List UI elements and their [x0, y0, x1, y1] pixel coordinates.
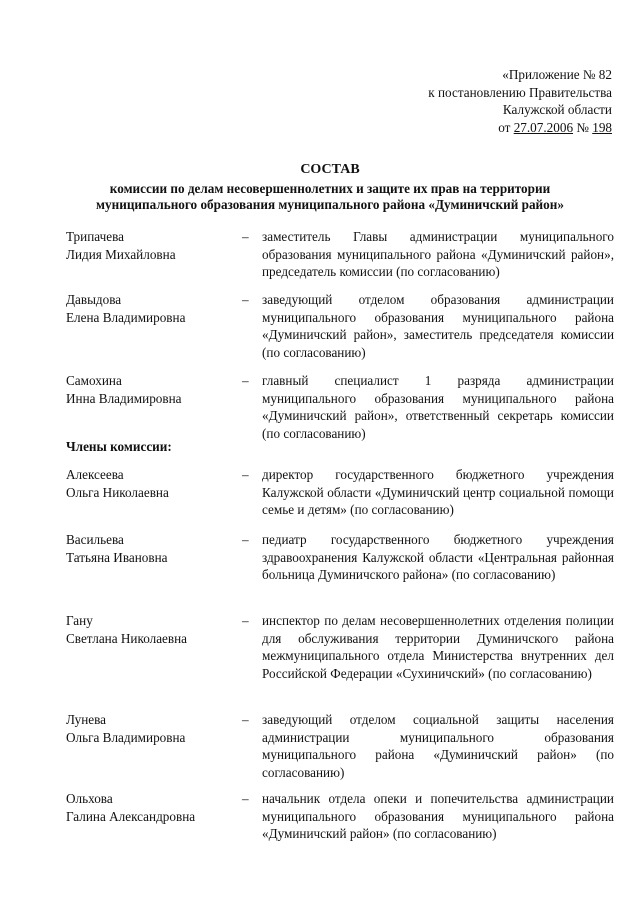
member-surname: Ольхова: [66, 791, 113, 806]
dash-separator: –: [242, 613, 249, 628]
member-given-name: Галина Александровна: [66, 808, 196, 824]
member-given-name: Лидия Михайловна: [66, 246, 176, 262]
title-line: комиссии по делам несовершеннолетних и защите их прав на территории: [109, 180, 551, 196]
number-sign: №: [573, 119, 593, 135]
member-description: педиатр государственного бюджетного учреждения здравоохранения Калужской области «Центральная районная больница Думиничского района» (по согласованию): [262, 532, 614, 582]
title-heading: СОСТАВ: [300, 162, 360, 177]
member-name: [66, 228, 236, 263]
member-name: [66, 790, 236, 825]
dash-separator: –: [242, 467, 249, 482]
member-description: заместитель Главы администрации муниципального образования муниципального района «Думиничский район», председатель комиссии (по согласованию): [262, 229, 614, 279]
members-heading: Члены комиссии:: [66, 439, 172, 454]
member-name: [66, 612, 236, 647]
member-name: [66, 466, 236, 501]
resolution-number: 198: [592, 119, 612, 135]
member-surname: Самохина: [66, 373, 122, 388]
title-line: муниципального образования муниципального района «Думиничский район»: [96, 197, 564, 212]
dash-separator: –: [242, 292, 249, 307]
appendix-date-line: [428, 119, 612, 137]
member-name: [66, 291, 236, 326]
appendix-line: к постановлению Правительства: [428, 84, 612, 100]
member-given-name: Ольга Владимировна: [66, 729, 186, 745]
member-given-name: Ольга Николаевна: [66, 484, 169, 500]
member-name: [66, 372, 236, 407]
member-description: главный специалист 1 разряда администрации муниципального образования муниципального района «Думиничский район», ответственный секретарь комиссии (по согласованию): [262, 373, 614, 441]
dash-separator: –: [242, 229, 249, 244]
dash-separator: –: [242, 373, 249, 388]
member-given-name: Светлана Николаевна: [66, 630, 188, 646]
member-surname: Гану: [66, 613, 93, 628]
member-surname: Алексеева: [66, 467, 124, 482]
member-given-name: Елена Владимировна: [66, 309, 186, 325]
member-surname: Васильева: [66, 532, 124, 547]
resolution-date: 27.07.2006: [513, 119, 574, 135]
member-description: заведующий отделом социальной защиты населения администрации муниципального образования муниципального района «Думиничский район» (по согласованию): [262, 712, 614, 780]
member-description: инспектор по делам несовершеннолетних отделения полиции для обслуживания территории Думиничского района межмуниципального отдела Министерства внутренних дел Российской Федерации «Сухиничский» (по согласованию): [262, 613, 614, 681]
appendix-line: Калужской области: [502, 102, 612, 117]
date-prefix: от: [498, 119, 514, 135]
dash-separator: –: [242, 791, 249, 806]
appendix-line: «Приложение № 82: [502, 67, 612, 82]
dash-separator: –: [242, 532, 249, 547]
member-surname: Трипачева: [66, 229, 124, 244]
document-title: [60, 162, 600, 214]
appendix-block: [428, 66, 612, 136]
member-description: начальник отдела опеки и попечительства администрации муниципального образования муниципального района «Думиничский район» (по согласованию): [262, 791, 614, 841]
member-name: [66, 531, 236, 566]
member-description: заведующий отделом образования администрации муниципального образования муниципального района «Думиничский район», заместитель председателя комиссии (по согласованию): [262, 292, 614, 360]
member-given-name: Татьяна Ивановна: [66, 549, 168, 565]
member-given-name: Инна Владимировна: [66, 390, 182, 406]
member-surname: Давыдова: [66, 292, 122, 307]
member-surname: Лунева: [66, 712, 107, 727]
member-name: [66, 711, 236, 746]
member-description: директор государственного бюджетного учреждения Калужской области «Думиничский центр социальной помощи семье и детям» (по согласованию): [262, 467, 614, 517]
dash-separator: –: [242, 712, 249, 727]
